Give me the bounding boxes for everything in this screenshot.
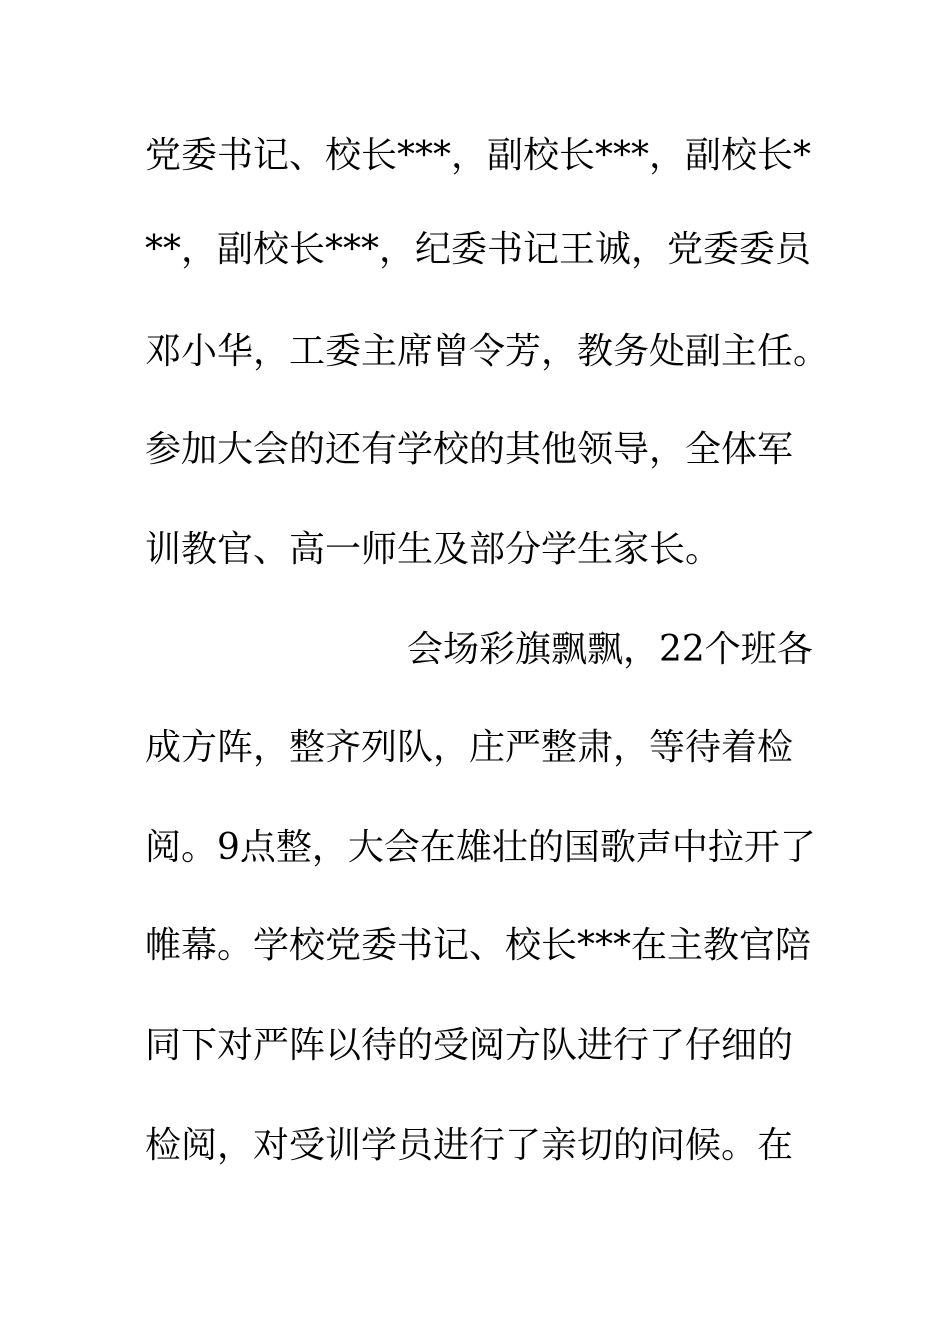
text-line-11: 检阅，对受训学员进行了亲切的问候。在 <box>145 1125 794 1166</box>
text-line-3: 邓小华，工委主席曾令芳，教务处副主任。 <box>145 331 830 372</box>
text-line-6: 会场彩旗飘飘，22个班各 <box>407 629 813 670</box>
text-line-8: 阅。9点整，大会在雄壮的国歌声中拉开了 <box>145 827 816 868</box>
text-line-5: 训教官、高一师生及部分学生家长。 <box>145 529 722 570</box>
text-line-9: 帷幕。学校党委书记、校长***在主教官陪 <box>145 925 812 966</box>
text-line-7: 成方阵，整齐列队，庄严整肃，等待着检 <box>145 727 794 768</box>
text-line-10: 同下对严阵以待的受阅方队进行了仔细的 <box>145 1025 794 1066</box>
text-line-1: 党委书记、校长***，副校长***，副校长* <box>145 135 812 176</box>
text-line-4: 参加大会的还有学校的其他领导，全体军 <box>145 429 794 470</box>
text-line-2: **，副校长***，纪委书记王诚，党委委员 <box>145 229 812 270</box>
